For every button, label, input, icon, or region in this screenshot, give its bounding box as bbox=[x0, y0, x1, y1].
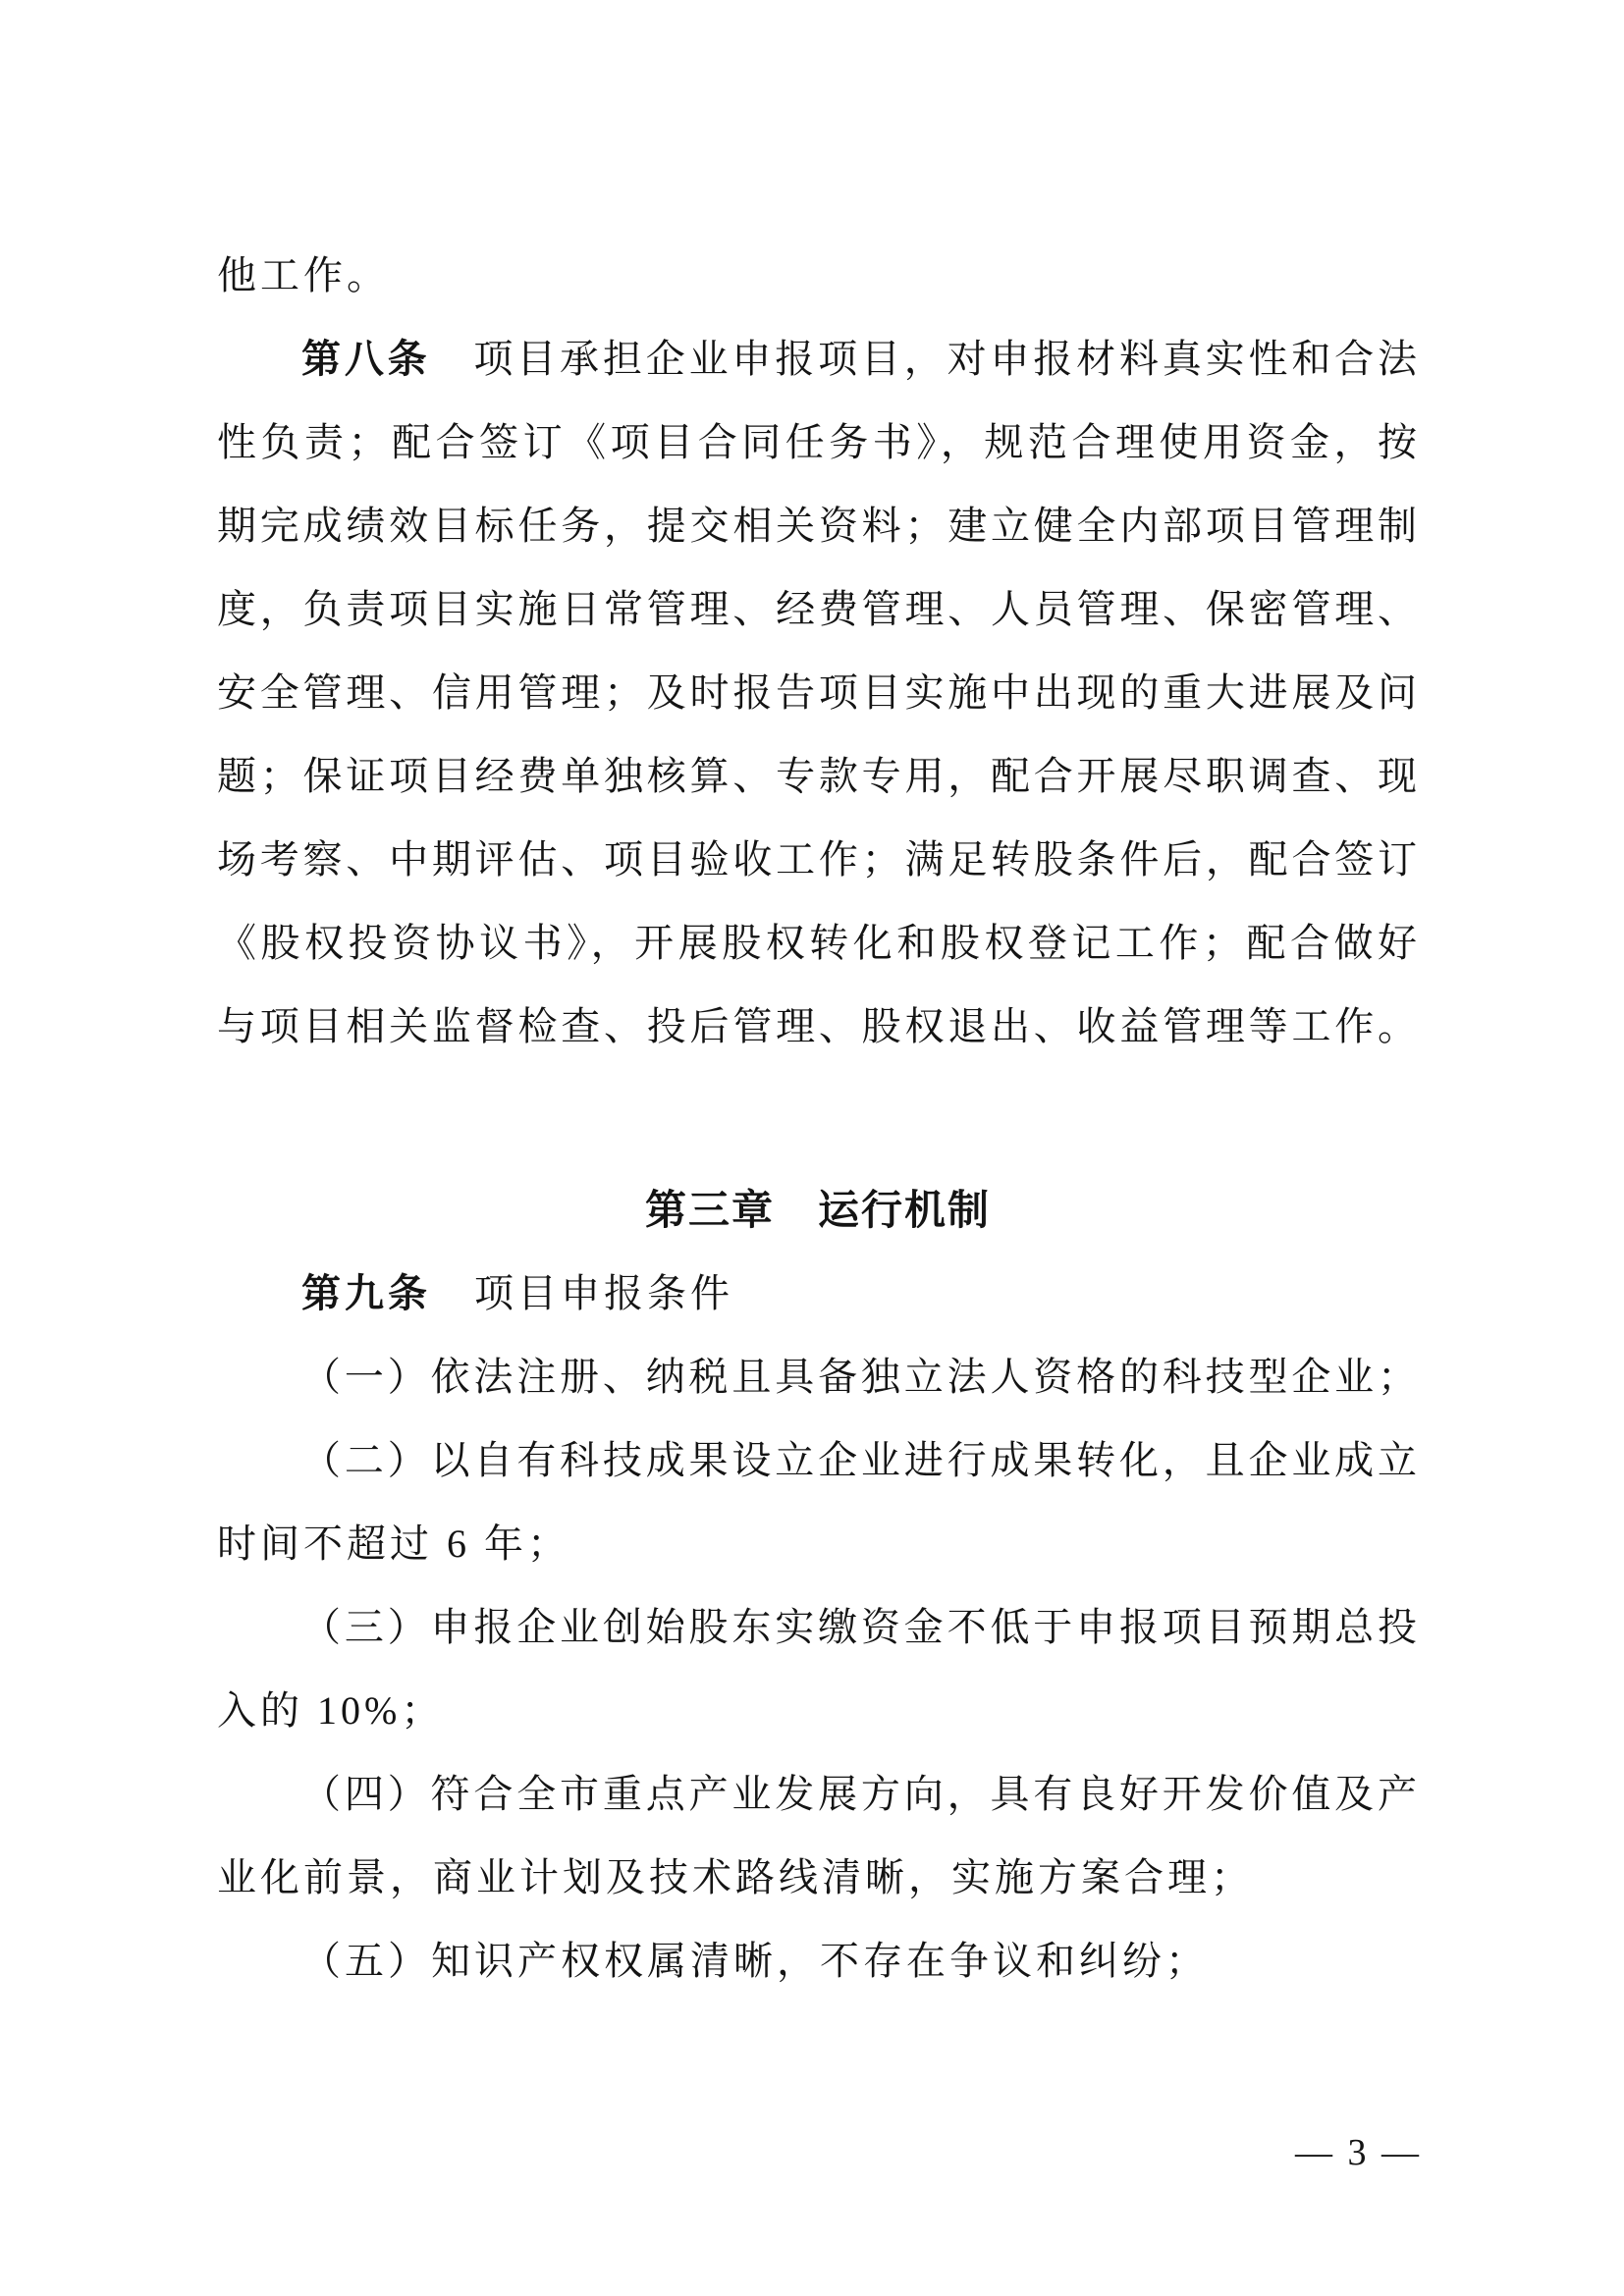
text-segment: 与项目相关监督检查、投后管理、股权退出、收益管理等工作。 bbox=[217, 1004, 1419, 1048]
text-line bbox=[217, 317, 1419, 400]
text-line bbox=[217, 1418, 1419, 1502]
text-segment: 场考察、中期评估、项目验收工作；满足转股条件后，配合签订 bbox=[217, 837, 1419, 881]
text-line bbox=[217, 1335, 1419, 1418]
text-segment: 期完成绩效目标任务，提交相关资料；建立健全内部项目管理制 bbox=[217, 504, 1419, 548]
text-line bbox=[217, 901, 1419, 985]
text-segment: （二）以自有科技成果设立企业进行成果转化，且企业成立 bbox=[301, 1438, 1419, 1482]
text-line bbox=[217, 985, 1419, 1068]
text-line bbox=[217, 1919, 1419, 2002]
text-line bbox=[217, 651, 1419, 734]
text-segment: 时间不超过 6 年； bbox=[217, 1522, 570, 1566]
text-segment: （五）知识产权权属清晰，不存在争议和纠纷； bbox=[301, 1939, 1209, 1983]
text-segment: 性负责；配合签订《项目合同任务书》，规范合理使用资金，按 bbox=[217, 420, 1419, 464]
text-line bbox=[217, 1502, 1419, 1585]
text-segment: （四）符合全市重点产业发展方向，具有良好开发价值及产 bbox=[301, 1772, 1419, 1816]
text-line bbox=[217, 1585, 1419, 1669]
page-number: — 3 — bbox=[1295, 2132, 1422, 2173]
text-segment: 题；保证项目经费单独核算、专款专用，配合开展尽职调查、现 bbox=[217, 754, 1419, 798]
article-label: 第八条 bbox=[301, 338, 431, 381]
text-line bbox=[217, 818, 1419, 901]
text-line bbox=[217, 234, 1419, 317]
text-segment: 第三章 运行机制 bbox=[644, 1187, 991, 1233]
text-segment: （三）申报企业创始股东实缴资金不低于申报项目预期总投 bbox=[301, 1605, 1419, 1649]
text-line bbox=[217, 484, 1419, 567]
text-line bbox=[217, 1252, 1419, 1335]
text-segment: 安全管理、信用管理；及时报告项目实施中出现的重大进展及问 bbox=[217, 670, 1419, 715]
chapter-heading bbox=[217, 1168, 1419, 1252]
article-label: 第九条 bbox=[301, 1272, 431, 1315]
text-segment: 业化前景，商业计划及技术路线清晰，实施方案合理； bbox=[217, 1855, 1254, 1899]
text-segment: 《股权投资协议书》，开展股权转化和股权登记工作；配合做好 bbox=[217, 921, 1419, 965]
text-segment: （一）依法注册、纳税且具备独立法人资格的科技型企业； bbox=[301, 1355, 1419, 1399]
text-segment: 他工作。 bbox=[217, 253, 390, 297]
document-body bbox=[217, 234, 1419, 2002]
text-line bbox=[217, 1836, 1419, 1919]
text-line bbox=[217, 1752, 1419, 1836]
text-line bbox=[217, 734, 1419, 818]
text-line bbox=[217, 1669, 1419, 1752]
text-segment: 项目承担企业申报项目，对申报材料真实性和合法 bbox=[430, 337, 1420, 381]
text-segment: 项目申报条件 bbox=[431, 1271, 733, 1315]
text-line bbox=[217, 567, 1419, 651]
text-line bbox=[217, 400, 1419, 484]
text-segment: 入的 10%； bbox=[217, 1688, 445, 1733]
text-segment: 度，负责项目实施日常管理、经费管理、人员管理、保密管理、 bbox=[217, 587, 1419, 631]
